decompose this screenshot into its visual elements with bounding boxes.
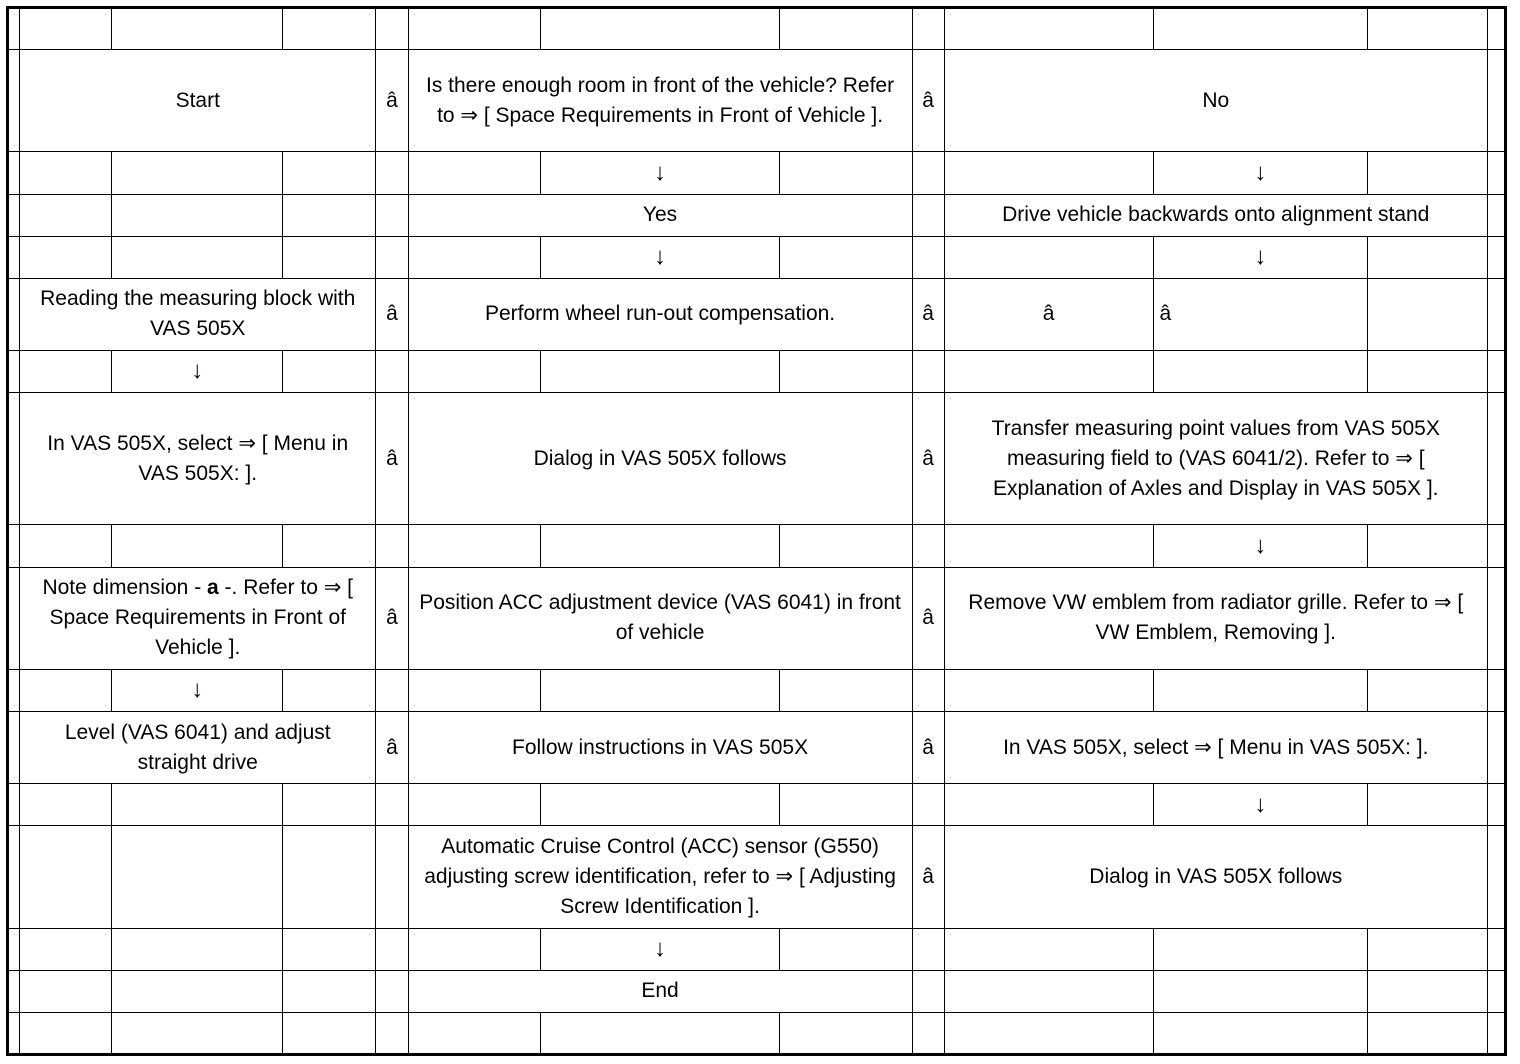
flow-row-empty <box>8 1012 1506 1054</box>
grid-cell <box>8 50 20 152</box>
grid-cell <box>8 194 20 236</box>
grid-cell <box>20 928 112 970</box>
flow-row <box>8 194 1506 236</box>
grid-cell <box>376 970 408 1012</box>
grid-cell <box>376 8 408 50</box>
dialog-follows-box: Dialog in VAS 505X follows <box>944 826 1487 928</box>
flow-row <box>8 826 1506 928</box>
flow-row-arrows <box>8 152 1506 194</box>
flow-row-arrows <box>8 236 1506 278</box>
grid-cell <box>944 8 1153 50</box>
grid-cell <box>8 970 20 1012</box>
grid-cell <box>112 928 283 970</box>
grid-cell <box>112 970 283 1012</box>
grid-cell <box>20 8 112 50</box>
grid-cell <box>408 525 541 567</box>
grid-cell <box>780 525 913 567</box>
separator-glyph: â <box>1153 278 1368 350</box>
grid-cell <box>8 525 20 567</box>
grid-cell <box>780 1012 913 1054</box>
grid-cell <box>912 236 944 278</box>
grid-cell <box>8 350 20 392</box>
grid-cell <box>1368 928 1487 970</box>
grid-cell <box>1368 152 1487 194</box>
grid-cell <box>408 669 541 711</box>
note-dimension-box <box>20 567 376 669</box>
grid-cell <box>944 152 1153 194</box>
grid-cell <box>780 784 913 826</box>
arrow-down-icon: ↓ <box>541 928 780 970</box>
arrow-down-icon: ↓ <box>1153 784 1368 826</box>
flow-row-arrows <box>8 928 1506 970</box>
grid-cell <box>1487 236 1505 278</box>
dimension-a-label: a <box>207 576 219 600</box>
grid-cell <box>20 194 112 236</box>
grid-cell <box>1487 567 1505 669</box>
arrow-down-icon: ↓ <box>541 152 780 194</box>
grid-cell <box>1368 525 1487 567</box>
note-dimension-text: -. Refer to ⇒ [ Space Requirements in Front of Vehicle ]. <box>49 576 354 660</box>
grid-cell <box>20 236 112 278</box>
grid-cell <box>283 525 376 567</box>
grid-cell <box>944 970 1153 1012</box>
arrow-down-icon: ↓ <box>1153 525 1368 567</box>
grid-cell <box>112 1012 283 1054</box>
grid-cell <box>780 236 913 278</box>
start-box: Start <box>20 50 376 152</box>
flow-row <box>8 393 1506 525</box>
separator-glyph: â <box>912 278 944 350</box>
grid-cell <box>8 236 20 278</box>
grid-cell <box>1368 784 1487 826</box>
grid-cell <box>1487 1012 1505 1054</box>
grid-cell <box>20 152 112 194</box>
separator-glyph: â <box>376 393 408 525</box>
grid-cell <box>1368 1012 1487 1054</box>
grid-cell <box>1368 970 1487 1012</box>
arrow-down-icon: ↓ <box>541 236 780 278</box>
grid-cell <box>112 8 283 50</box>
grid-cell <box>944 784 1153 826</box>
grid-cell <box>912 194 944 236</box>
grid-cell <box>408 928 541 970</box>
grid-cell <box>283 669 376 711</box>
grid-cell <box>408 350 541 392</box>
grid-cell <box>944 669 1153 711</box>
grid-cell <box>1487 393 1505 525</box>
grid-cell <box>1368 8 1487 50</box>
grid-cell <box>912 152 944 194</box>
flow-row-arrows <box>8 784 1506 826</box>
grid-cell <box>1487 928 1505 970</box>
grid-cell <box>376 1012 408 1054</box>
grid-cell <box>376 928 408 970</box>
grid-cell <box>1487 826 1505 928</box>
grid-cell <box>541 525 780 567</box>
grid-cell <box>1487 278 1505 350</box>
separator-glyph: â <box>376 711 408 783</box>
grid-cell <box>283 784 376 826</box>
grid-cell <box>780 152 913 194</box>
grid-cell <box>112 784 283 826</box>
arrow-down-icon: ↓ <box>112 669 283 711</box>
grid-cell <box>20 350 112 392</box>
enough-room-question-box: Is there enough room in front of the vehicle? Refer to ⇒ [ Space Requirements in Front of Vehicle ]. <box>408 50 912 152</box>
grid-cell <box>376 236 408 278</box>
flow-row-empty <box>8 8 1506 50</box>
grid-cell <box>541 1012 780 1054</box>
follow-instructions-box: Follow instructions in VAS 505X <box>408 711 912 783</box>
runout-compensation-box: Perform wheel run-out compensation. <box>408 278 912 350</box>
grid-cell <box>8 152 20 194</box>
transfer-values-box: Transfer measuring point values from VAS 505X measuring field to (VAS 6041/2). Refer to ⇒ [ Explanation of Axles and Display in VAS 505X ]. <box>944 393 1487 525</box>
grid-cell <box>8 393 20 525</box>
grid-cell <box>780 669 913 711</box>
grid-cell <box>1153 928 1368 970</box>
note-dimension-text: Note dimension - <box>42 576 208 600</box>
grid-cell <box>8 669 20 711</box>
grid-cell <box>944 928 1153 970</box>
select-menu-box: In VAS 505X, select ⇒ [ Menu in VAS 505X: ]. <box>20 393 376 525</box>
no-answer-box: No <box>944 50 1487 152</box>
flow-row-arrows <box>8 350 1506 392</box>
flow-row <box>8 567 1506 669</box>
grid-cell <box>408 236 541 278</box>
flowchart-table <box>6 6 1507 1056</box>
grid-cell <box>1487 350 1505 392</box>
separator-glyph: â <box>912 826 944 928</box>
grid-cell <box>780 350 913 392</box>
flow-row <box>8 50 1506 152</box>
grid-cell <box>1153 669 1368 711</box>
grid-cell <box>283 1012 376 1054</box>
dialog-follows-box: Dialog in VAS 505X follows <box>408 393 912 525</box>
separator-glyph: â <box>376 278 408 350</box>
grid-cell <box>8 711 20 783</box>
grid-cell <box>912 8 944 50</box>
grid-cell <box>1487 970 1505 1012</box>
grid-cell <box>1487 152 1505 194</box>
grid-cell <box>20 525 112 567</box>
grid-cell <box>376 826 408 928</box>
grid-cell <box>408 1012 541 1054</box>
arrow-down-icon: ↓ <box>1153 152 1368 194</box>
grid-cell <box>8 1012 20 1054</box>
separator-glyph: â <box>944 278 1153 350</box>
grid-cell <box>20 784 112 826</box>
grid-cell <box>8 8 20 50</box>
grid-cell <box>1487 525 1505 567</box>
separator-glyph: â <box>912 393 944 525</box>
select-menu-box: In VAS 505X, select ⇒ [ Menu in VAS 505X: ]. <box>944 711 1487 783</box>
grid-cell <box>1368 669 1487 711</box>
separator-glyph: â <box>376 50 408 152</box>
grid-cell <box>376 784 408 826</box>
grid-cell <box>20 669 112 711</box>
grid-cell <box>283 8 376 50</box>
grid-cell <box>112 525 283 567</box>
grid-cell <box>541 350 780 392</box>
grid-cell <box>8 278 20 350</box>
grid-cell <box>283 152 376 194</box>
grid-cell <box>283 970 376 1012</box>
grid-cell <box>780 8 913 50</box>
grid-cell <box>20 826 112 928</box>
grid-cell <box>944 350 1153 392</box>
grid-cell <box>912 525 944 567</box>
grid-cell <box>283 350 376 392</box>
grid-cell <box>912 928 944 970</box>
grid-cell <box>376 350 408 392</box>
screw-identification-box: Automatic Cruise Control (ACC) sensor (G550) adjusting screw identification, refer to ⇒ [ Adjusting Screw Identification ]. <box>408 826 912 928</box>
grid-cell <box>283 194 376 236</box>
grid-cell <box>20 1012 112 1054</box>
separator-glyph: â <box>912 50 944 152</box>
separator-glyph: â <box>912 711 944 783</box>
grid-cell <box>1368 350 1487 392</box>
yes-answer-box: Yes <box>408 194 912 236</box>
grid-cell <box>283 928 376 970</box>
grid-cell <box>912 1012 944 1054</box>
grid-cell <box>1153 8 1368 50</box>
grid-cell <box>1487 8 1505 50</box>
grid-cell <box>112 236 283 278</box>
flow-row-arrows <box>8 669 1506 711</box>
grid-cell <box>8 567 20 669</box>
drive-backwards-box: Drive vehicle backwards onto alignment stand <box>944 194 1487 236</box>
separator-glyph: â <box>912 567 944 669</box>
end-box: End <box>408 970 912 1012</box>
grid-cell <box>944 236 1153 278</box>
grid-cell <box>912 350 944 392</box>
grid-cell <box>541 784 780 826</box>
level-adjust-box: Level (VAS 6041) and adjust straight drive <box>20 711 376 783</box>
grid-cell <box>944 1012 1153 1054</box>
grid-cell <box>8 928 20 970</box>
grid-cell <box>1487 669 1505 711</box>
flow-row <box>8 711 1506 783</box>
grid-cell <box>112 826 283 928</box>
grid-cell <box>283 236 376 278</box>
grid-cell <box>376 525 408 567</box>
grid-cell <box>912 970 944 1012</box>
flow-row <box>8 970 1506 1012</box>
grid-cell <box>780 928 913 970</box>
grid-cell <box>408 8 541 50</box>
arrow-down-icon: ↓ <box>1153 236 1368 278</box>
grid-cell <box>376 669 408 711</box>
flow-row <box>8 278 1506 350</box>
grid-cell <box>1487 194 1505 236</box>
grid-cell <box>112 152 283 194</box>
grid-cell <box>541 669 780 711</box>
grid-cell <box>8 826 20 928</box>
grid-cell <box>112 194 283 236</box>
reading-block-box: Reading the measuring block with VAS 505X <box>20 278 376 350</box>
separator-glyph: â <box>376 567 408 669</box>
grid-cell <box>1153 350 1368 392</box>
grid-cell <box>408 152 541 194</box>
grid-cell <box>376 194 408 236</box>
grid-cell <box>541 8 780 50</box>
grid-cell <box>912 784 944 826</box>
grid-cell <box>912 669 944 711</box>
grid-cell <box>944 525 1153 567</box>
arrow-down-icon: ↓ <box>112 350 283 392</box>
position-device-box: Position ACC adjustment device (VAS 6041) in front of vehicle <box>408 567 912 669</box>
grid-cell <box>1153 1012 1368 1054</box>
grid-cell <box>1487 711 1505 783</box>
grid-cell <box>1368 236 1487 278</box>
grid-cell <box>376 152 408 194</box>
grid-cell <box>1368 278 1487 350</box>
flow-row-arrows <box>8 525 1506 567</box>
remove-emblem-box: Remove VW emblem from radiator grille. Refer to ⇒ [ VW Emblem, Removing ]. <box>944 567 1487 669</box>
grid-cell <box>8 784 20 826</box>
grid-cell <box>408 784 541 826</box>
grid-cell <box>1153 970 1368 1012</box>
grid-cell <box>1487 50 1505 152</box>
grid-cell <box>1487 784 1505 826</box>
grid-cell <box>20 970 112 1012</box>
grid-cell <box>283 826 376 928</box>
